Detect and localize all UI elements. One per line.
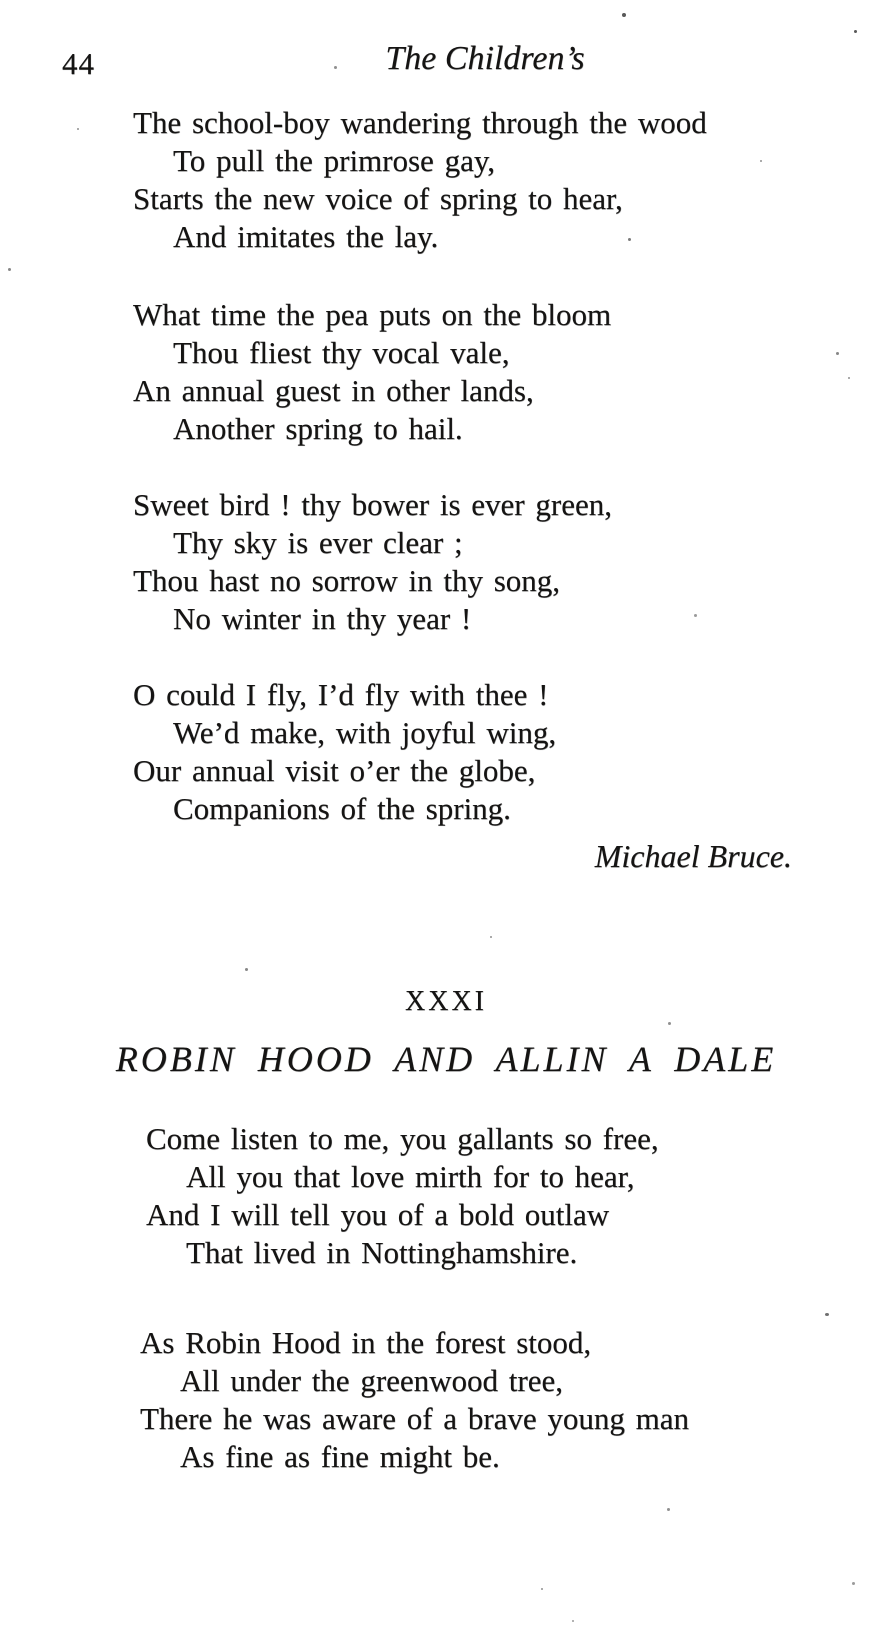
stanza <box>133 676 862 828</box>
scan-speck <box>760 160 762 162</box>
poem-line: All you that love mirth for to hear, <box>186 1159 635 1194</box>
ballad-title: ROBIN HOOD AND ALLIN A DALE <box>115 1039 777 1079</box>
scan-speck <box>490 936 492 938</box>
running-header: The Children’s <box>385 40 585 77</box>
stanza <box>140 1324 862 1476</box>
poem-line: And imitates the lay. <box>173 219 439 254</box>
page-number: 44 <box>62 46 95 81</box>
poem-line: To pull the primrose gay, <box>173 143 496 178</box>
scan-speck <box>852 1582 855 1585</box>
scan-speck <box>572 1620 574 1622</box>
scan-speck <box>77 128 79 130</box>
scan-speck <box>825 1313 829 1316</box>
stanza <box>146 1120 862 1272</box>
poem-line: Thou hast no sorrow in thy song, <box>133 563 561 598</box>
poem-line: What time the pea puts on the bloom <box>133 297 612 332</box>
poem-line: Thou fliest thy vocal vale, <box>173 335 510 370</box>
scan-speck <box>622 13 626 17</box>
poem-line: No winter in thy year ! <box>173 601 472 636</box>
poem-line: Starts the new voice of spring to hear, <box>133 181 623 216</box>
poem-line: That lived in Nottinghamshire. <box>186 1235 578 1270</box>
stanza <box>133 104 862 256</box>
scan-speck <box>848 377 850 379</box>
scan-speck <box>694 614 697 617</box>
poem-attribution: Michael Bruce. <box>594 838 792 874</box>
poem-line: And I will tell you of a bold outlaw <box>146 1197 610 1232</box>
scan-speck <box>245 968 248 971</box>
scan-speck <box>8 268 11 271</box>
scan-speck <box>334 66 337 69</box>
poem-line: Sweet bird ! thy bower is ever green, <box>133 487 612 522</box>
scan-speck <box>836 352 839 355</box>
section-number: XXXI <box>405 986 487 1017</box>
scan-speck <box>541 1588 543 1590</box>
poem-line: Come listen to me, you gallants so free, <box>146 1121 659 1156</box>
poem-line: The school-boy wandering through the wood <box>133 105 707 140</box>
scan-speck <box>668 1022 671 1025</box>
stanza <box>133 296 862 448</box>
poem-line: There he was aware of a brave young man <box>140 1401 690 1436</box>
poem-line: We’d make, with joyful wing, <box>173 715 557 750</box>
poem-line: All under the greenwood tree, <box>180 1363 564 1398</box>
scan-speck <box>667 1508 670 1511</box>
poem-line: O could I fly, I’d fly with thee ! <box>133 677 549 712</box>
scan-speck <box>854 30 857 33</box>
poem-line: Another spring to hail. <box>173 411 463 446</box>
stanza <box>133 486 862 638</box>
poem-line: An annual guest in other lands, <box>133 373 534 408</box>
poem-line: Thy sky is ever clear ; <box>173 525 463 560</box>
poem-line: Our annual visit o’er the globe, <box>133 753 536 788</box>
poem-line: As fine as fine might be. <box>180 1439 500 1474</box>
poem-line: Companions of the spring. <box>173 791 511 826</box>
poem-line: As Robin Hood in the forest stood, <box>140 1325 592 1360</box>
scan-speck <box>628 238 631 241</box>
